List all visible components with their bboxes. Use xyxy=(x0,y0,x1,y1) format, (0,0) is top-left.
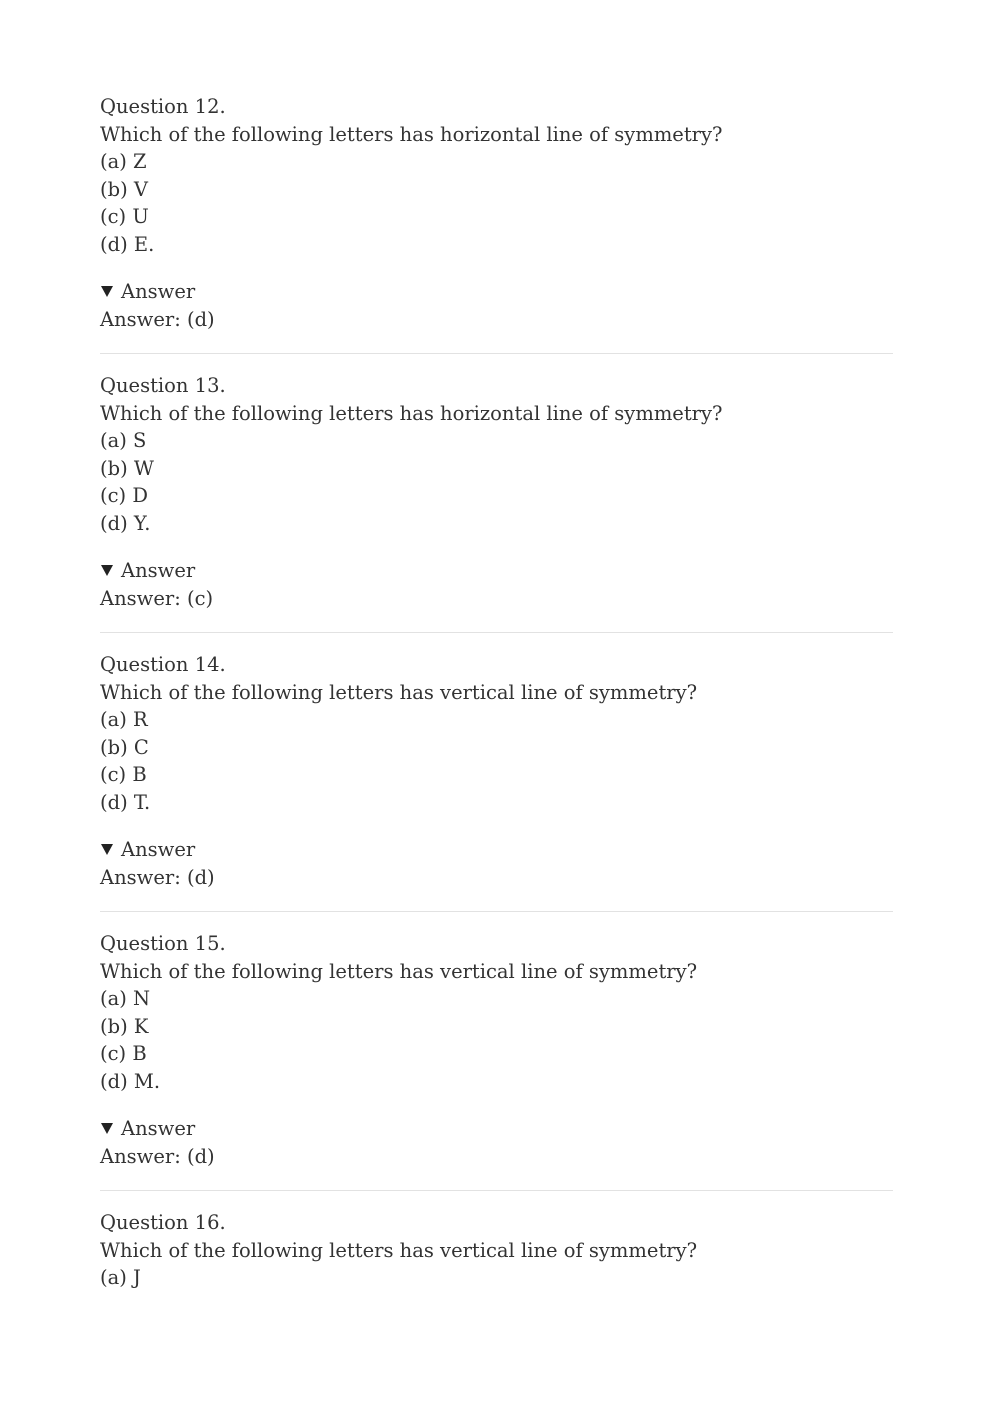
option-a: (a) R xyxy=(100,708,148,731)
question-title: Question 15. xyxy=(100,932,226,955)
answer-details xyxy=(100,1115,893,1170)
question-14 xyxy=(100,651,893,891)
options-list xyxy=(100,148,893,258)
question-title: Question 14. xyxy=(100,653,226,676)
answer-details xyxy=(100,278,893,333)
option-a: (a) Z xyxy=(100,150,147,173)
answer-toggle[interactable] xyxy=(100,557,893,585)
option-b: (b) V xyxy=(100,177,148,201)
answer-text: Answer: (d) xyxy=(100,307,215,331)
triangle-down-icon xyxy=(101,1123,113,1134)
question-15 xyxy=(100,930,893,1170)
answer-details xyxy=(100,557,893,612)
answer-toggle[interactable] xyxy=(100,1115,893,1143)
option-a: (a) J xyxy=(100,1266,141,1289)
option-c: (c) U xyxy=(100,205,149,228)
option-b: (b) C xyxy=(100,735,149,759)
options-list xyxy=(100,706,893,816)
question-title: Question 12. xyxy=(100,95,226,118)
divider xyxy=(100,1190,893,1191)
question-text: Which of the following letters has horizontal line of symmetry? xyxy=(100,401,723,425)
option-a: (a) S xyxy=(100,429,147,452)
document-page xyxy=(100,93,893,1292)
triangle-down-icon xyxy=(101,565,113,576)
options-list xyxy=(100,427,893,537)
answer-toggle-label: Answer xyxy=(121,838,196,861)
answer-details xyxy=(100,836,893,891)
answer-text: Answer: (d) xyxy=(100,1144,215,1168)
answer-text: Answer: (c) xyxy=(100,586,214,610)
triangle-down-icon xyxy=(101,844,113,855)
question-text: Which of the following letters has vertical line of symmetry? xyxy=(100,1238,698,1262)
divider xyxy=(100,353,893,354)
question-13 xyxy=(100,372,893,612)
option-c: (c) B xyxy=(100,763,147,786)
option-c: (c) D xyxy=(100,484,148,507)
answer-toggle-label: Answer xyxy=(121,1117,196,1140)
option-d: (d) Y. xyxy=(100,511,151,535)
question-text: Which of the following letters has vertical line of symmetry? xyxy=(100,959,698,983)
option-d: (d) E. xyxy=(100,232,155,256)
divider xyxy=(100,911,893,912)
option-b: (b) W xyxy=(100,456,154,480)
option-d: (d) M. xyxy=(100,1069,161,1093)
option-c: (c) B xyxy=(100,1042,147,1065)
question-12 xyxy=(100,93,893,333)
option-a: (a) N xyxy=(100,987,151,1010)
triangle-down-icon xyxy=(101,286,113,297)
option-b: (b) K xyxy=(100,1014,149,1038)
option-d: (d) T. xyxy=(100,790,151,814)
divider xyxy=(100,632,893,633)
answer-toggle[interactable] xyxy=(100,278,893,306)
question-title: Question 16. xyxy=(100,1211,226,1234)
answer-text: Answer: (d) xyxy=(100,865,215,889)
question-text: Which of the following letters has horizontal line of symmetry? xyxy=(100,122,723,146)
answer-toggle-label: Answer xyxy=(121,559,196,582)
options-list xyxy=(100,985,893,1095)
options-list xyxy=(100,1264,893,1292)
answer-toggle-label: Answer xyxy=(121,280,196,303)
question-16 xyxy=(100,1209,893,1292)
answer-toggle[interactable] xyxy=(100,836,893,864)
question-title: Question 13. xyxy=(100,374,226,397)
question-text: Which of the following letters has vertical line of symmetry? xyxy=(100,680,698,704)
